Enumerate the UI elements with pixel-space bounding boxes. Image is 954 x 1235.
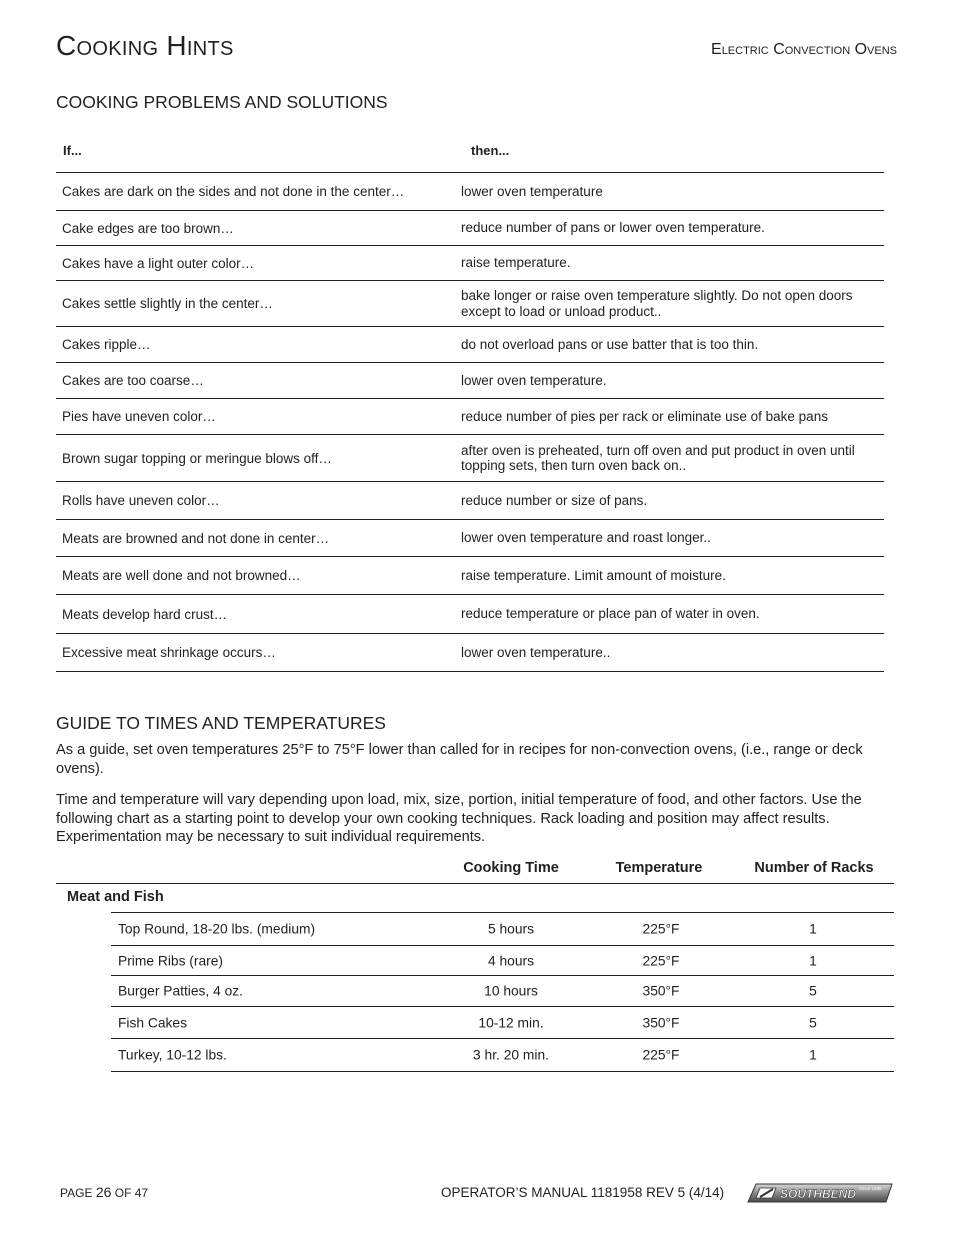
item-cell: Prime Ribs (rare) <box>118 953 224 968</box>
col-temperature: Temperature <box>615 860 703 876</box>
page-number <box>60 1184 148 1200</box>
page-title: Cooking Hints <box>56 30 234 61</box>
problems-table <box>56 136 884 672</box>
racks-cell-text: 1 <box>809 1047 817 1063</box>
table-row <box>111 1007 894 1039</box>
problems-heading: COOKING PROBLEMS AND SOLUTIONS <box>56 92 388 112</box>
temperature-cell-text: 350°F <box>642 1015 680 1030</box>
problem-cell: Brown sugar topping or meringue blows off… <box>62 450 332 466</box>
problem-row <box>56 557 884 595</box>
problem-row <box>56 399 884 435</box>
solution-cell: lower oven temperature <box>461 183 603 199</box>
group-label-meat-and-fish: Meat and Fish <box>67 889 164 905</box>
solution-cell: reduce number or size of pans. <box>461 492 648 508</box>
problem-cell: Meats are browned and not done in center… <box>62 530 330 546</box>
times-table-header <box>56 856 894 884</box>
cooking-time-cell-text: 5 hours <box>487 921 535 937</box>
table-row <box>111 1039 894 1072</box>
problems-table-header <box>56 136 884 173</box>
problem-row <box>56 246 884 281</box>
guide-paragraph-1: As a guide, set oven temperatures 25°F to 75°F lower than called for in recipes for non-convection ovens, (i.e., range or deck ovens). <box>56 742 863 777</box>
problem-cell: Cakes have a light outer color… <box>62 255 255 271</box>
problem-row <box>56 281 884 327</box>
cooking-time-cell-text: 10 hours <box>484 983 538 999</box>
item-cell: Burger Patties, 4 oz. <box>118 983 244 999</box>
temperature-cell-text: 350°F <box>642 983 680 999</box>
guide-paragraph-2: Time and temperature will vary depending upon load, mix, size, portion, initial temperature of food, and other factors. Use the following chart as a starting point to develop your own cooking techniques. Rack loading and position may affect results. Experimentation may be necessary to suit individual requirements. <box>56 792 862 845</box>
solution-cell: lower oven temperature and roast longer.. <box>461 530 711 546</box>
manual-reference: OPERATOR’S MANUAL 1181958 REV 5 (4/14) <box>441 1185 725 1200</box>
col-number-of-racks: Number of Racks <box>754 860 874 876</box>
problem-row <box>56 482 884 520</box>
page-number-value: 26 <box>95 1184 112 1200</box>
racks-cell-text: 1 <box>809 953 817 968</box>
solution-cell: bake longer or raise oven temperature slightly. Do not open doors except to load or unload product.. <box>461 288 853 319</box>
problem-cell: Cake edges are too brown… <box>62 220 234 236</box>
cooking-time-cell-text: 4 hours <box>487 953 535 968</box>
temperature-cell-text: 225°F <box>642 1047 680 1063</box>
problem-row <box>56 211 884 246</box>
times-table-body <box>111 912 894 1072</box>
solution-cell: do not overload pans or use batter that is too thin. <box>461 336 759 352</box>
solution-cell: after oven is preheated, turn off oven and put product in oven until topping sets, then turn oven back on.. <box>461 442 855 473</box>
cooking-time-cell-text: 3 hr. 20 min. <box>473 1047 549 1063</box>
problem-row <box>56 595 884 634</box>
col-cooking-time: Cooking Time <box>463 860 559 876</box>
svg-text:Since 1898: Since 1898 <box>859 1186 882 1191</box>
item-cell: Top Round, 18-20 lbs. (medium) <box>118 921 316 937</box>
problem-cell: Pies have uneven color… <box>62 409 216 424</box>
problem-row <box>56 327 884 363</box>
problem-cell: Cakes are dark on the sides and not done in the center… <box>62 184 405 199</box>
page-total: OF 47 <box>114 1186 149 1200</box>
problem-row <box>56 520 884 557</box>
solution-cell: lower oven temperature. <box>461 372 607 388</box>
problem-cell: Rolls have uneven color… <box>62 493 220 508</box>
problem-row <box>56 363 884 399</box>
solution-cell: lower oven temperature.. <box>461 644 611 660</box>
problem-row <box>56 435 884 482</box>
problem-cell: Cakes are too coarse… <box>62 373 204 388</box>
page-label: PAGE <box>60 1186 93 1200</box>
problem-row <box>56 634 884 672</box>
temperature-cell-text: 225°F <box>642 921 680 937</box>
southbend-logo <box>746 1181 894 1205</box>
table-row <box>111 913 894 946</box>
table-row <box>111 946 894 976</box>
racks-cell-text: 5 <box>809 1015 817 1030</box>
solution-cell: reduce temperature or place pan of water in oven. <box>461 606 760 622</box>
racks-cell-text: 1 <box>809 921 817 937</box>
solution-cell: reduce number of pans or lower oven temperature. <box>461 220 765 236</box>
svg-text:SOUTHBEND: SOUTHBEND <box>780 1187 857 1201</box>
problem-cell: Excessive meat shrinkage occurs… <box>62 645 276 660</box>
col-if-header: If... <box>63 143 82 158</box>
col-then-header: then... <box>471 143 510 158</box>
problem-row <box>56 173 884 211</box>
racks-cell-text: 5 <box>809 983 817 999</box>
problem-cell: Cakes ripple… <box>62 337 151 352</box>
item-cell: Turkey, 10-12 lbs. <box>118 1047 227 1063</box>
temperature-cell-text: 225°F <box>642 953 680 968</box>
solution-cell: reduce number of pies per rack or eliminate use of bake pans <box>461 408 828 424</box>
page-subtitle: Electric Convection Ovens <box>711 41 897 58</box>
table-row <box>111 976 894 1007</box>
solution-cell: raise temperature. <box>461 255 571 271</box>
solution-cell: raise temperature. Limit amount of moisture. <box>461 567 726 583</box>
problem-cell: Cakes settle slightly in the center… <box>62 296 273 311</box>
problem-cell: Meats develop hard crust… <box>62 606 228 622</box>
item-cell: Fish Cakes <box>118 1015 188 1030</box>
guide-heading: GUIDE TO TIMES AND TEMPERATURES <box>56 713 386 733</box>
cooking-time-cell-text: 10-12 min. <box>478 1015 544 1030</box>
problem-cell: Meats are well done and not browned… <box>62 568 301 583</box>
